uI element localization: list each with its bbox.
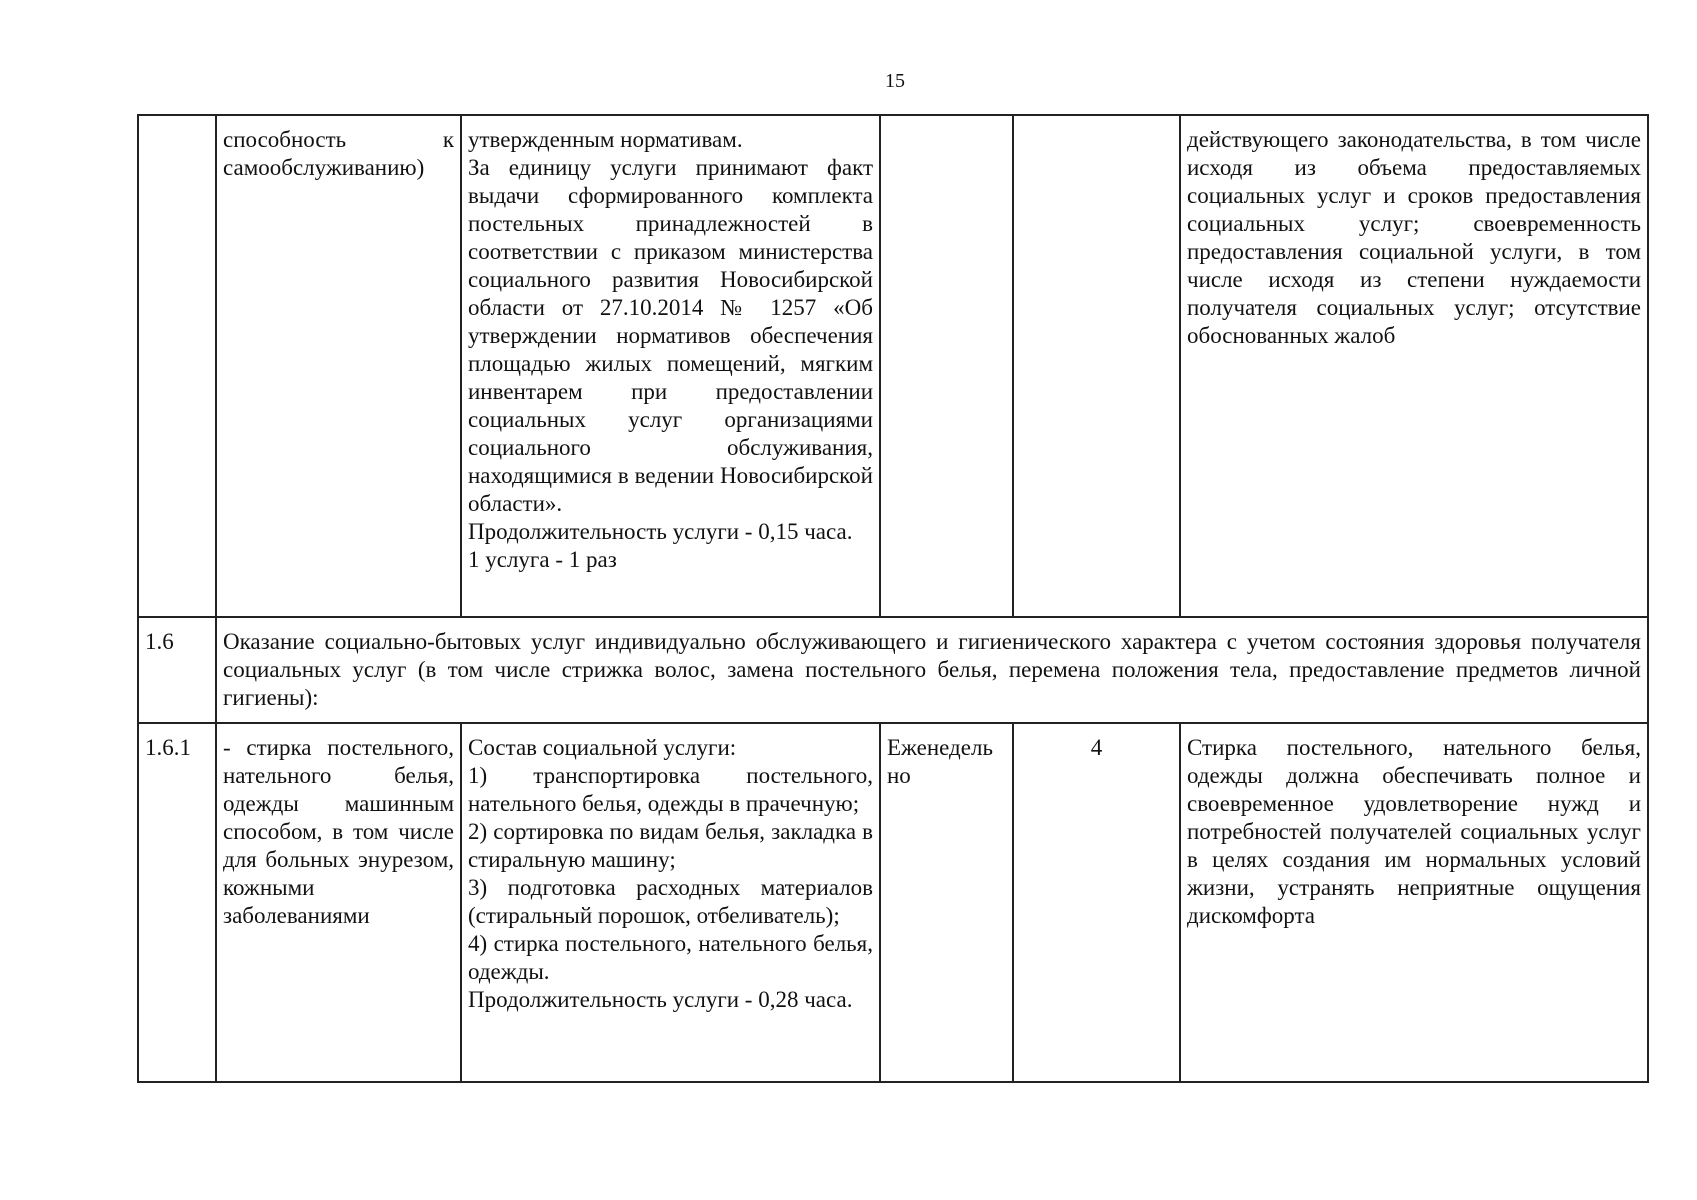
description-line: Состав социальной услуги: xyxy=(468,735,737,760)
description-line: утвержденным нормативам. xyxy=(468,127,743,152)
cell-frequency xyxy=(880,115,1013,617)
description-line: 1 услуга - 1 раз xyxy=(468,547,617,572)
table-row-section-1-6 xyxy=(138,617,1648,723)
description-line: 3) подготовка расходных материалов (стиральный порошок, отбеливатель); xyxy=(468,875,873,928)
cell-quality: Стирка постельного, нательного белья, одежды должна обеспечивать полное и своевременное удовлетворение нужд и потребностей получателей социальных услуг в целях создания им нормальных условий жизни, устранять неприятные ощущения дискомфорта xyxy=(1180,723,1648,1082)
description-line: 4) стирка постельного, нательного белья, одежды. xyxy=(468,931,873,984)
page-number: 15 xyxy=(885,70,905,92)
table-row-continuation xyxy=(138,115,1648,617)
section-title: Оказание социально-бытовых услуг индивидуально обслуживающего и гигиенического характера с учетом состояния здоровья получателя социальных услуг (в том числе стрижка волос, замена постельного белья, перемена положения тела, предоставление предметов личной гигиены): xyxy=(216,617,1648,723)
cell-number xyxy=(138,115,216,617)
table-row-1-6-1 xyxy=(138,723,1648,1082)
cell-service-name: способность к самообслуживанию) xyxy=(216,115,461,617)
cell-service-name: - стирка постельного, нательного белья, одежды машинным способом, в том числе для больных энурезом, кожными заболеваниями xyxy=(216,723,461,1082)
cell-service-description xyxy=(461,115,880,617)
cell-frequency: Еженедель но xyxy=(880,723,1013,1082)
cell-volume: 4 xyxy=(1013,723,1180,1082)
description-line: 2) сортировка по видам белья, закладка в стиральную машину; xyxy=(468,819,873,872)
description-line: Продолжительность услуги - 0,28 часа. xyxy=(468,987,853,1012)
cell-quality: действующего законодательства, в том числе исходя из объема предоставляемых социальных услуг и сроков предоставления социальных услуг; своевременность предоставления социальной услуги, в том числе исходя из степени нуждаемости получателя социальных услуг; отсутствие обоснованных жалоб xyxy=(1180,115,1648,617)
description-line: Продолжительность услуги - 0,15 часа. xyxy=(468,519,853,544)
cell-volume xyxy=(1013,115,1180,617)
description-line: 1) транспортировка постельного, нательного белья, одежды в прачечную; xyxy=(468,763,873,816)
cell-number: 1.6.1 xyxy=(138,723,216,1082)
services-table xyxy=(137,114,1649,1083)
cell-service-description xyxy=(461,723,880,1082)
description-line: За единицу услуги принимают факт выдачи сформированного комплекта постельных принадлежностей в соответствии с приказом министерства социального развития Новосибирской области от 27.10.2014 № 1257 «Об утверждении нормативов обеспечения площадью жилых помещений, мягким инвентарем при предоставлении социальных услуг организациями социального обслуживания, находящимися в ведении Новосибирской области». xyxy=(468,155,873,516)
cell-number: 1.6 xyxy=(138,617,216,723)
